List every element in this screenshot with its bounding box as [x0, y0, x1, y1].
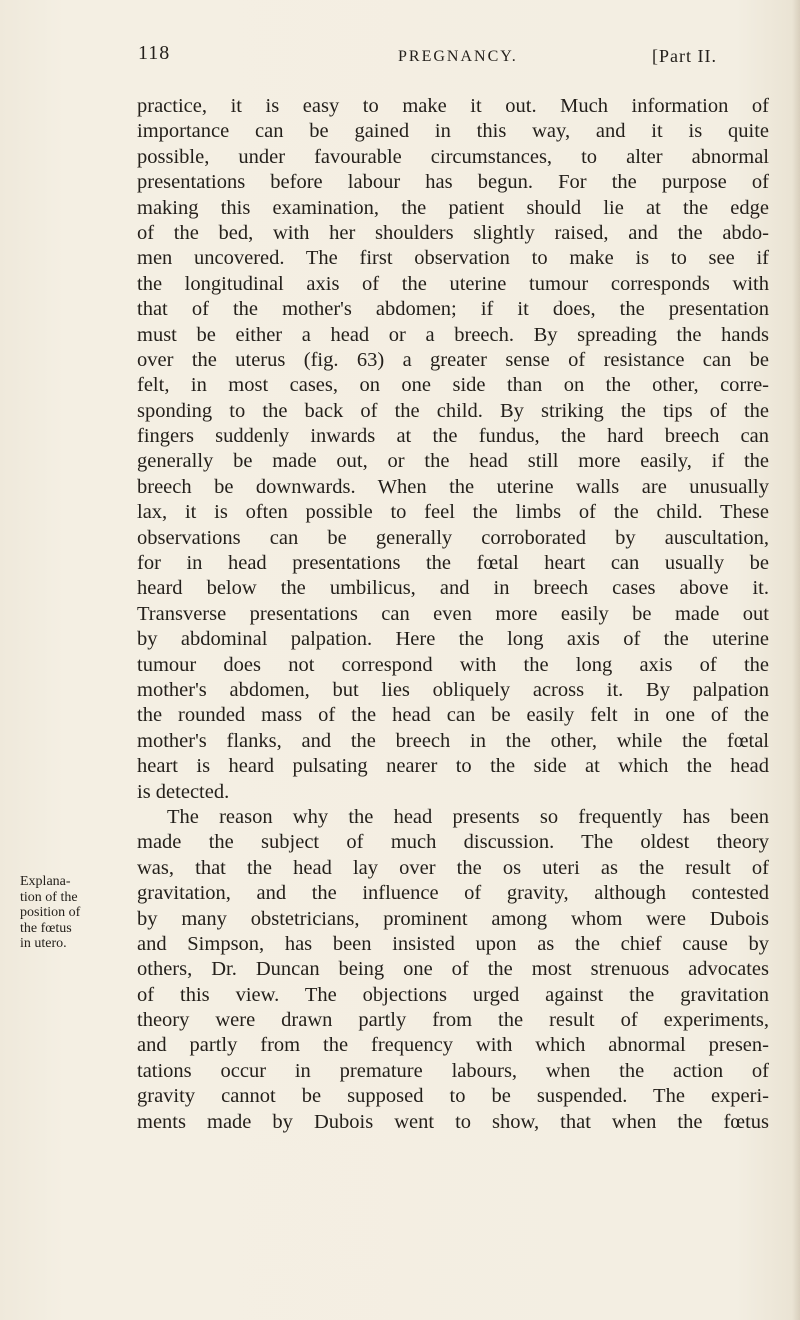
page-edge-shadow: [792, 0, 800, 1320]
text-line: by abdominal palpation. Here the long axis of the uterine: [137, 628, 769, 651]
text-line: made the subject of much discussion. The oldest theory: [137, 831, 769, 854]
text-line: practice, it is easy to make it out. Much information of: [137, 95, 769, 117]
text-line: lax, it is often possible to feel the limbs of the child. These: [137, 501, 769, 524]
text-line: that of the mother's abdomen; if it does, the presentation: [137, 298, 769, 321]
text-line: of this view. The objections urged against the gravitation: [137, 983, 769, 1006]
text-line: and Simpson, has been insisted upon as the chief cause by: [137, 932, 769, 955]
text-line: mother's flanks, and the breech in the other, while the fœtal: [137, 729, 769, 752]
margin-note-line: the fœtus: [20, 920, 72, 936]
text-line: heard below the umbilicus, and in breech cases above it.: [137, 577, 769, 600]
text-line: breech be downwards. When the uterine walls are unusually: [137, 475, 769, 498]
text-line: men uncovered. The first observation to make is to see if: [137, 247, 769, 270]
text-line: heart is heard pulsating nearer to the side at which the head: [137, 755, 769, 778]
text-line: mother's abdomen, but lies obliquely across it. By palpation: [137, 678, 769, 701]
text-line: is detected.: [137, 780, 230, 803]
text-line: possible, under favourable circumstances, to alter abnormal: [137, 145, 769, 168]
text-line: gravity cannot be supposed to be suspended. The experi-: [137, 1085, 769, 1108]
text-line: the longitudinal axis of the uterine tumour corresponds with: [137, 272, 769, 295]
text-line: observations can be generally corroborated by auscultation,: [137, 526, 769, 549]
text-line: tations occur in premature labours, when the action of: [137, 1059, 769, 1082]
margin-note-line: in utero.: [20, 936, 67, 951]
margin-note-line: position of: [20, 905, 81, 920]
page-header: [0, 42, 800, 82]
text-line: importance can be gained in this way, and it is quite: [137, 120, 769, 143]
text-line: generally be made out, or the head still more easily, if the: [137, 450, 769, 473]
text-line: was, that the head lay over the os uteri as the result of: [137, 856, 769, 879]
text-line: sponding to the back of the child. By striking the tips of the: [137, 399, 769, 422]
text-line: fingers suddenly inwards at the fundus, the hard breech can: [137, 425, 769, 448]
text-line: others, Dr. Duncan being one of the most strenuous advocates: [137, 958, 769, 981]
text-line: ments made by Dubois went to show, that when the fœtus: [137, 1110, 769, 1133]
body-text: [137, 94, 769, 1135]
text-line: presentations before labour has begun. For the purpose of: [137, 171, 769, 194]
text-line: felt, in most cases, on one side than on the other, corre-: [137, 374, 769, 397]
margin-note: [20, 874, 130, 952]
text-line: over the uterus (fig. 63) a greater sense of resistance can be: [137, 348, 769, 371]
text-line: by many obstetricians, prominent among whom were Dubois: [137, 907, 769, 930]
text-line: of the bed, with her shoulders slightly raised, and the abdo-: [137, 221, 769, 244]
text-line: must be either a head or a breech. By spreading the hands: [137, 323, 769, 346]
margin-note-line: tion of the: [20, 889, 78, 905]
text-line: Transverse presentations can even more easily be made out: [137, 602, 769, 625]
page-number: 118: [138, 42, 171, 64]
text-line: The reason why the head presents so frequently has been: [167, 805, 769, 828]
running-title: PREGNANCY.: [398, 48, 518, 65]
text-line: making this examination, the patient should lie at the edge: [137, 196, 769, 219]
margin-note-line: Explana-: [20, 874, 71, 889]
text-line: and partly from the frequency with which abnormal presen-: [137, 1034, 769, 1057]
text-line: gravitation, and the influence of gravity, although contested: [137, 882, 769, 905]
text-line: theory were drawn partly from the result of experiments,: [137, 1009, 769, 1032]
text-line: for in head presentations the fœtal heart can usually be: [137, 552, 769, 575]
text-line: tumour does not correspond with the long axis of the: [137, 653, 769, 676]
text-line: the rounded mass of the head can be easily felt in one of the: [137, 704, 769, 727]
part-label: [Part II.: [652, 46, 717, 66]
